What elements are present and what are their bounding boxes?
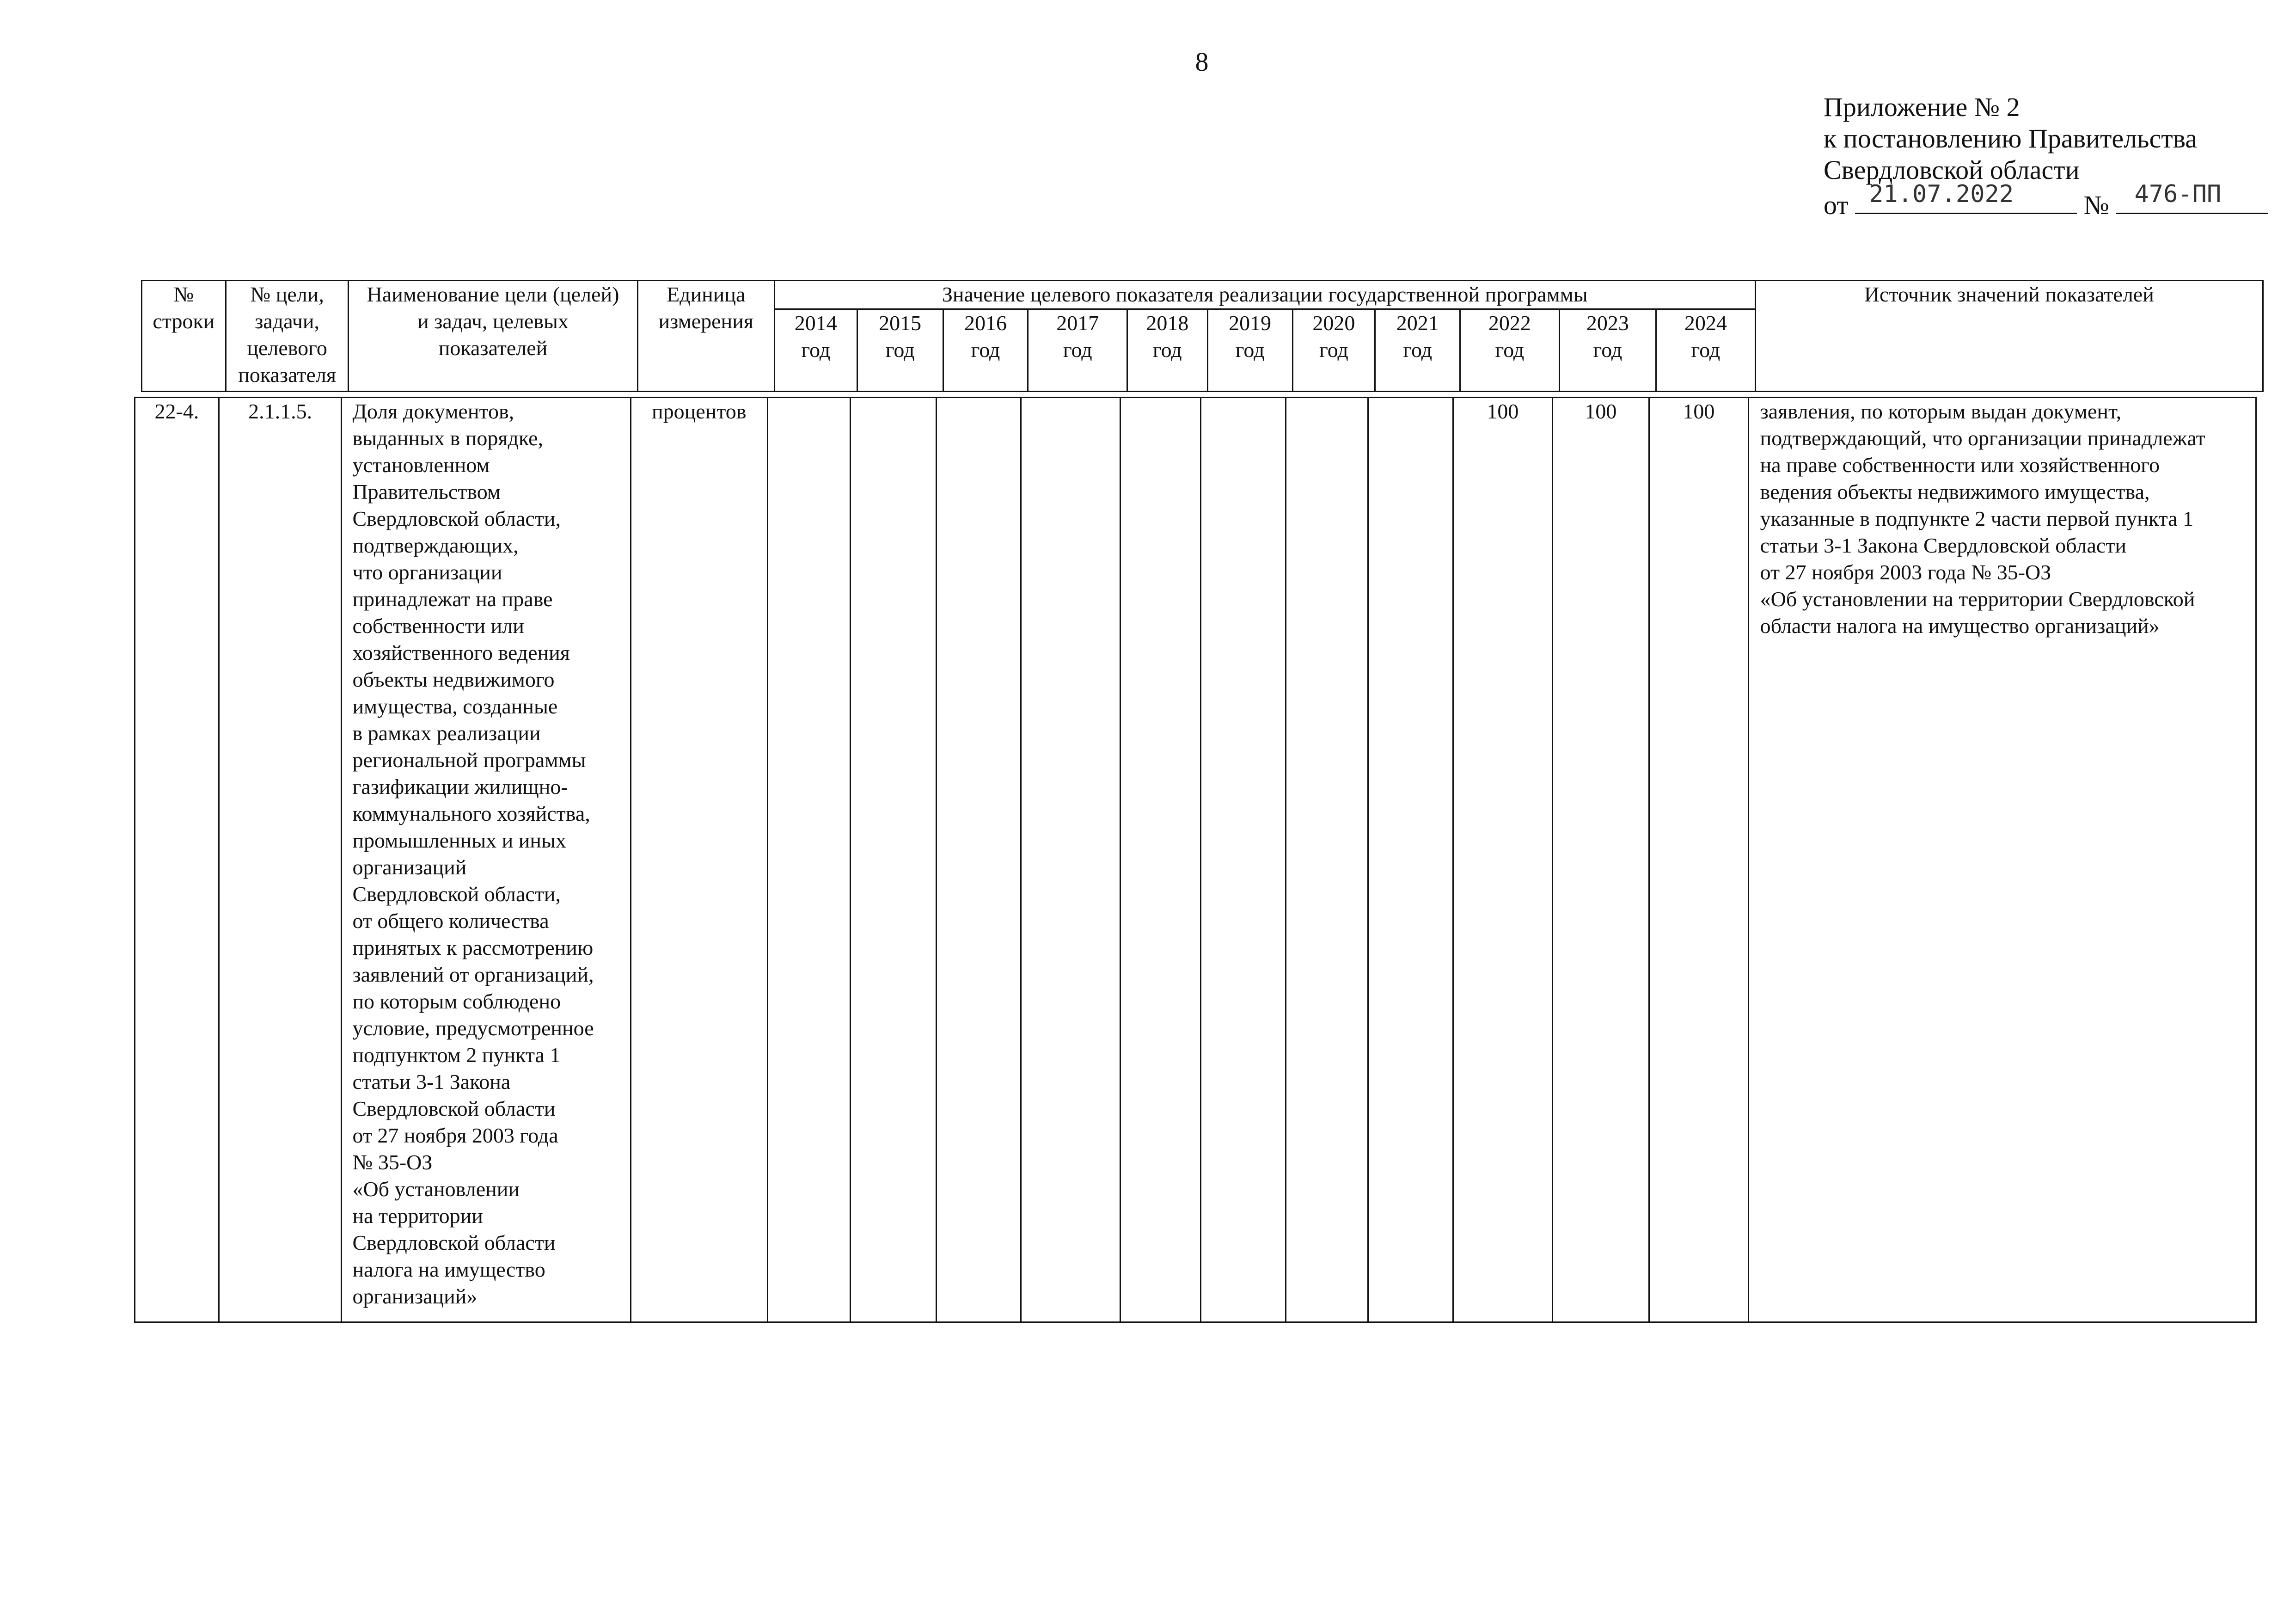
header-year: 2015 год xyxy=(857,309,943,392)
cell-goal-name: Доля документов, выданных в порядке, установленном Правительством Свердловской области, подтверждающих, что организации принадлежат на праве собственности или хозяйственного ведения объекты недвижимого имущества, созданные в рамках реализации региональной программы газификации жилищно- коммунального хозяйства, промышленных и иных организаций Свердловской области, от общего количества принятых к рассмотрению заявлений от организаций, по которым соблюдено условие, предусмотренное подпунктом 2 пункта 1 статьи 3-1 Закона Свердловской области от 27 ноября 2003 года № 35-ОЗ «Об установлении на территории Свердловской области налога на имущество организаций» xyxy=(342,398,631,1322)
number-field xyxy=(2116,180,2268,214)
cell-row-no: 22-4. xyxy=(135,398,219,1322)
header-unit: Единица измерения xyxy=(637,281,774,392)
number-label: № xyxy=(2083,190,2109,220)
cell-value-2022: 100 xyxy=(1453,398,1553,1322)
signature-line xyxy=(1824,180,2268,221)
header-year: 2022 год xyxy=(1460,309,1560,392)
header-year: 2018 год xyxy=(1127,309,1207,392)
header-year: 2020 год xyxy=(1292,309,1375,392)
cell-value-2014 xyxy=(767,398,850,1322)
cell-unit: процентов xyxy=(631,398,767,1322)
cell-value-2016 xyxy=(936,398,1021,1322)
header-goal-no: № цели, задачи, целевого показателя xyxy=(226,281,349,392)
header-year: 2017 год xyxy=(1028,309,1127,392)
table-row xyxy=(135,398,2256,1322)
cell-value-2015 xyxy=(850,398,936,1322)
appendix-line-3: Свердловской области xyxy=(1824,155,2080,185)
header-year: 2016 год xyxy=(943,309,1028,392)
cell-value-2021 xyxy=(1368,398,1453,1322)
appendix-line-2: к постановлению Правительства xyxy=(1824,123,2197,154)
from-label: от xyxy=(1824,190,1849,220)
number-value: 476-ПП xyxy=(2134,180,2222,208)
appendix-block xyxy=(1824,92,2268,221)
cell-value-2020 xyxy=(1286,398,1368,1322)
header-year: 2023 год xyxy=(1559,309,1656,392)
header-year: 2021 год xyxy=(1375,309,1460,392)
date-field xyxy=(1855,180,2077,214)
header-year: 2014 год xyxy=(774,309,857,392)
cell-value-2024: 100 xyxy=(1649,398,1749,1322)
cell-value-2023: 100 xyxy=(1552,398,1649,1322)
cell-value-2017 xyxy=(1021,398,1120,1322)
page-number: 8 xyxy=(1195,47,1209,77)
table-body xyxy=(134,397,2257,1323)
date-value: 21.07.2022 xyxy=(1869,180,2014,208)
cell-source: заявления, по которым выдан документ, подтверждающий, что организации принадлежат на праве собственности или хозяйственного ведения объекты недвижимого имущества, указанные в подпункте 2 части первой пункта 1 статьи 3-1 Закона Свердловской области от 27 ноября 2003 года № 35-ОЗ «Об установлении на территории Свердловской области налога на имущество организаций» xyxy=(1748,398,2256,1322)
cell-goal-no: 2.1.1.5. xyxy=(219,398,342,1322)
header-source: Источник значений показателей xyxy=(1755,281,2263,392)
header-year: 2024 год xyxy=(1656,309,1756,392)
header-year: 2019 год xyxy=(1207,309,1292,392)
header-values-group: Значение целевого показателя реализации государственной программы xyxy=(774,281,1755,309)
header-row-no: № строки xyxy=(142,281,226,392)
appendix-title: Приложение № 2 xyxy=(1824,92,2020,122)
header-name: Наименование цели (целей) и задач, целевых показателей xyxy=(349,281,637,392)
cell-value-2018 xyxy=(1120,398,1200,1322)
table-header xyxy=(141,280,2264,392)
cell-value-2019 xyxy=(1200,398,1286,1322)
